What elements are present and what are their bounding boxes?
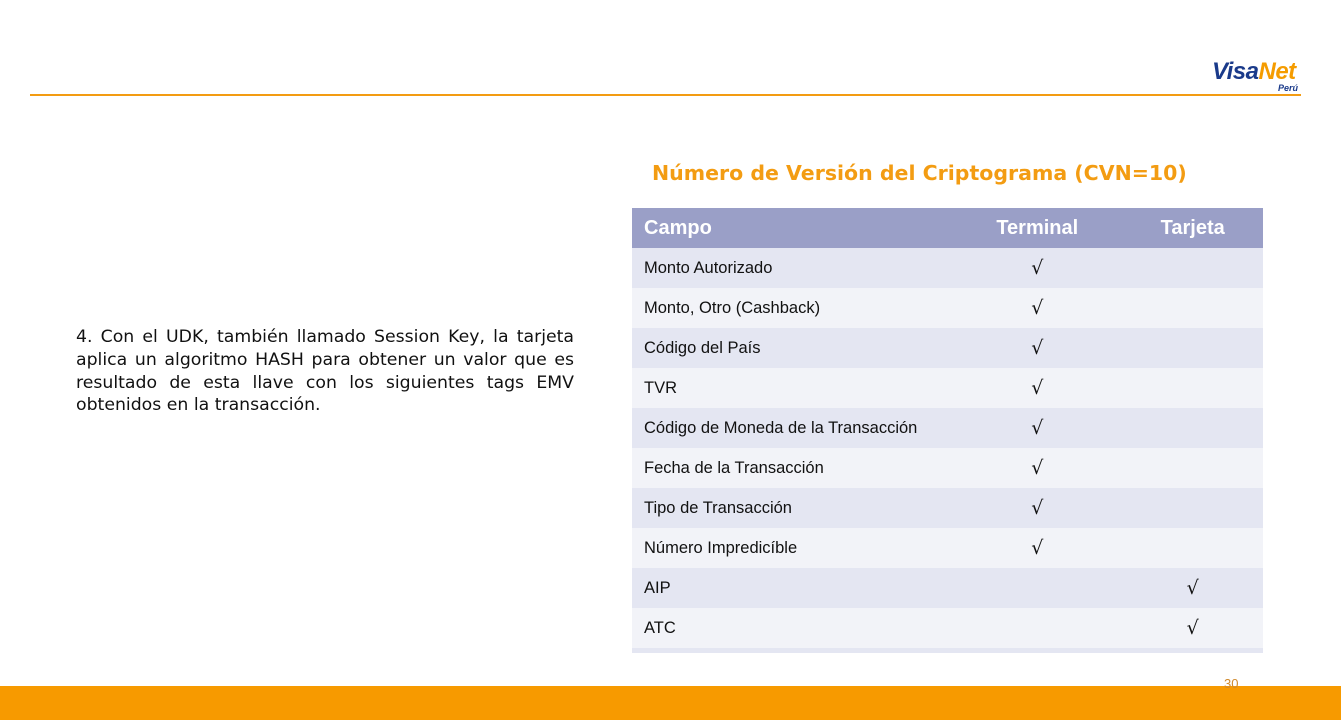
header-campo: Campo [632,208,952,248]
table-header-row [632,208,1263,248]
cell-tarjeta-check [1122,528,1263,568]
cell-campo: Número Impredicíble [632,528,952,568]
cell-campo: Tipo de Transacción [632,488,952,528]
table-title: Número de Versión del Criptograma (CVN=10) [652,161,1187,185]
cell-tarjeta-check [1122,408,1263,448]
cell-campo: Monto, Otro (Cashback) [632,288,952,328]
cell-campo: Fecha de la Transacción [632,448,952,488]
header-terminal: Terminal [952,208,1122,248]
table-row [632,608,1263,648]
table-row [632,248,1263,288]
table-row [632,568,1263,608]
table-row [632,488,1263,528]
table-row [632,368,1263,408]
logo-net-text: Net [1258,58,1296,85]
footer-bar [0,686,1341,720]
cell-terminal-check [952,608,1122,648]
cell-terminal-check: √ [952,488,1122,528]
cell-campo: ATC [632,608,952,648]
cell-tarjeta-check: √ [1122,568,1263,608]
cell-campo: AIP [632,568,952,608]
cell-campo: Código de Moneda de la Transacción [632,408,952,448]
body-paragraph: 4. Con el UDK, también llamado Session Key, la tarjeta aplica un algoritmo HASH para obtener un valor que es resultado de esta llave con los siguientes tags EMV obtenidos en la transacción. [76,327,574,416]
logo-visa-text: Visa [1212,58,1259,85]
table-row [632,328,1263,368]
cell-tarjeta-check [1122,288,1263,328]
cell-tarjeta-check [1122,488,1263,528]
cell-tarjeta-check [1122,448,1263,488]
cell-campo: Monto Autorizado [632,248,952,288]
cell-terminal-check: √ [952,408,1122,448]
table-row [632,528,1263,568]
cell-terminal-check: √ [952,288,1122,328]
table-row [632,448,1263,488]
cvn-table [632,208,1263,648]
header-tarjeta: Tarjeta [1122,208,1263,248]
cell-terminal-check: √ [952,328,1122,368]
table-continuation-strip [632,648,1263,653]
cell-tarjeta-check: √ [1122,608,1263,648]
cell-terminal-check: √ [952,368,1122,408]
table-row [632,288,1263,328]
cell-campo: Código del País [632,328,952,368]
cell-terminal-check: √ [952,248,1122,288]
cell-terminal-check [952,568,1122,608]
cell-tarjeta-check [1122,328,1263,368]
page-number: 30 [1224,676,1239,691]
header-divider [30,94,1301,96]
cell-terminal-check: √ [952,448,1122,488]
logo-country-text: Perú [1277,83,1298,93]
cell-tarjeta-check [1122,248,1263,288]
cell-terminal-check: √ [952,528,1122,568]
table-row [632,408,1263,448]
logo-wordmark [1212,58,1296,86]
visanet-logo [1212,58,1304,94]
cell-tarjeta-check [1122,368,1263,408]
cell-campo: TVR [632,368,952,408]
